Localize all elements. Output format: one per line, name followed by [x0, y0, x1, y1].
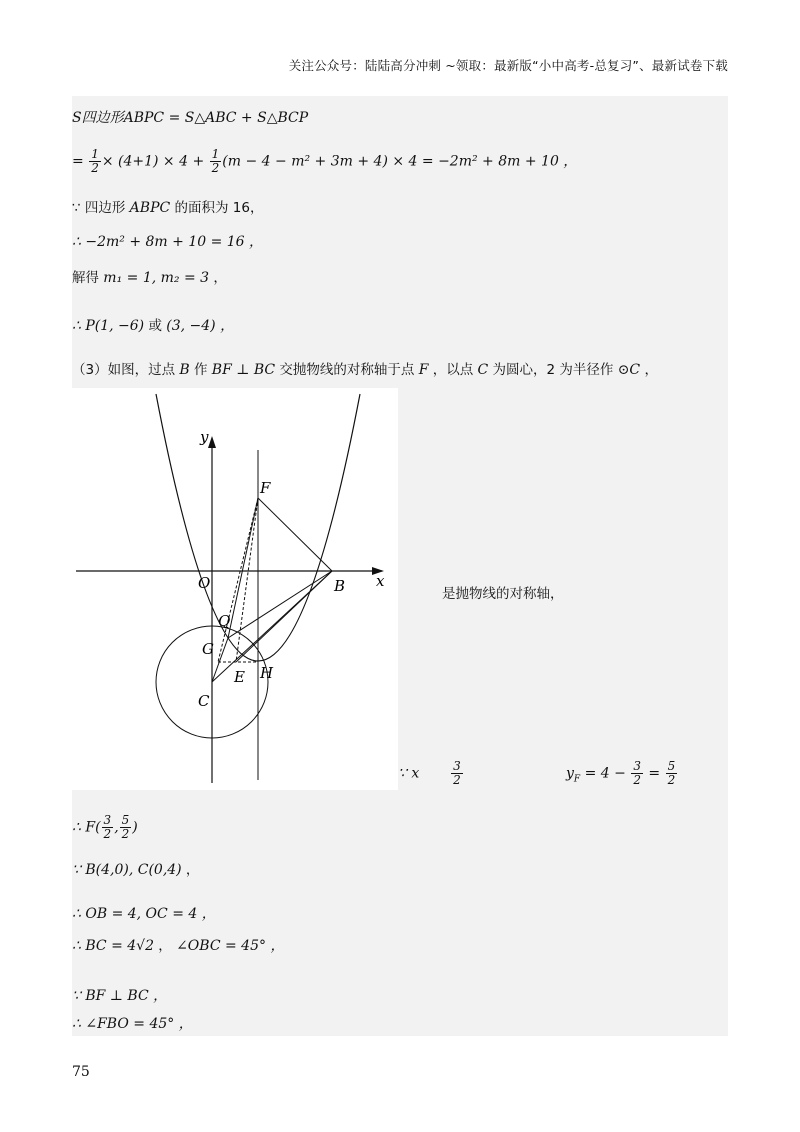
frac-num: 5: [667, 759, 676, 773]
frac-num: 5: [121, 813, 130, 827]
label-c: C: [198, 692, 210, 710]
label-q: Q: [218, 612, 231, 630]
text: ，: [153, 938, 177, 954]
text: 解得: [72, 270, 104, 286]
text: 交抛物线的对称轴于点: [275, 362, 419, 378]
label-f: F: [260, 479, 271, 497]
since-x: ∵ x: [398, 765, 420, 782]
fraction-three-halves-2: [631, 760, 643, 787]
page-number: 75: [72, 1064, 90, 1080]
segment-qc: [212, 638, 228, 682]
expr-part: =: [643, 765, 665, 782]
frac-den: 2: [103, 827, 112, 841]
text: （3）如图，过点: [72, 362, 180, 378]
fraction-five-halves: [666, 760, 678, 787]
label-g: G: [202, 640, 214, 658]
eq-sign: =: [72, 153, 89, 170]
frac-num: 3: [453, 759, 461, 773]
angle-fbo: ∴ ∠FBO = 45° ，: [72, 1016, 193, 1032]
label-e: E: [234, 668, 245, 686]
label-h: H: [260, 664, 274, 682]
math: BF ⊥ BC: [211, 362, 276, 378]
frac-den: 2: [667, 773, 676, 787]
label-y: y: [200, 428, 209, 446]
roots: m₁ = 1, m₂ = 3: [103, 270, 210, 286]
segment-fq: [228, 498, 258, 638]
axis-note: 是抛物线的对称轴，: [442, 586, 564, 602]
frac-den: 2: [633, 773, 641, 787]
text: 的面积为 16，: [170, 200, 264, 216]
math: F: [418, 362, 429, 378]
y-var: y: [566, 765, 574, 782]
segment-fb: [258, 498, 332, 571]
frac-num: 3: [633, 759, 641, 773]
text: 为圆心，2 为半径作: [488, 362, 618, 378]
expr-part: × (4+1) × 4 +: [101, 153, 209, 170]
point-p: [72, 316, 234, 336]
since: ∵: [72, 862, 86, 878]
fraction-three-halves: [451, 760, 463, 787]
y-axis-arrow: [208, 436, 216, 448]
quad-name: ABPC: [129, 200, 171, 216]
expr-part: ∴ F(: [72, 819, 101, 836]
text: 或: [144, 318, 167, 334]
math: B: [179, 362, 190, 378]
fraction-half-2: [210, 148, 222, 175]
text: ，: [181, 862, 200, 878]
lengths: ∴ OB = 4, OC = 4 ，: [72, 906, 216, 922]
coords: B(4,0), C(0,4): [85, 862, 182, 878]
frac-num: 1: [211, 147, 220, 161]
point-1: ∴ P(1, −6): [72, 318, 145, 334]
area-condition: [72, 198, 263, 218]
expr-part: (m − 4 − m² + 3m + 4) × 4 = −2m² + 8m + 10 ，: [222, 153, 578, 170]
frac-den: 2: [121, 827, 130, 841]
part-3-intro: [72, 360, 658, 380]
segment-be: [236, 571, 332, 662]
text: 作: [189, 362, 212, 378]
frac-num: 1: [91, 147, 99, 161]
point-f: [72, 814, 138, 841]
segment-fg: [218, 498, 258, 662]
point-2: (3, −4) ，: [166, 318, 235, 334]
text: ，: [640, 362, 658, 378]
frac-den: 2: [91, 161, 99, 175]
label-o: O: [198, 574, 211, 592]
page-header: 关注公众号：陆陆高分冲刺 ~领取：最新版“小中高考-总复习”、最新试卷下载: [288, 58, 728, 73]
expr-part: = 4 −: [580, 765, 631, 782]
math: C: [477, 362, 489, 378]
label-x: x: [376, 572, 385, 590]
paren: ): [132, 819, 138, 836]
figure-svg: [72, 388, 398, 790]
bc-length: ∴ BC = 4√2: [72, 938, 154, 954]
comma: ,: [114, 819, 119, 836]
text: ，以点: [428, 362, 478, 378]
text: ∵ 四边形: [72, 200, 130, 216]
fraction-half: [89, 148, 101, 175]
points-bc: [72, 860, 199, 880]
geometry-figure: [72, 388, 398, 790]
text: ，: [209, 270, 227, 286]
subscript-f: F: [573, 774, 581, 785]
perpendicular: ∵ BF ⊥ BC ，: [72, 988, 168, 1004]
segment-fe: [236, 498, 258, 662]
area-expansion: [72, 148, 577, 175]
angle-obc: ∠OBC = 45° ，: [176, 938, 285, 954]
y-f-value: [566, 760, 678, 789]
solution-roots: [72, 268, 227, 288]
x-value: [398, 760, 464, 787]
frac-den: 2: [211, 161, 220, 175]
frac-num: 3: [103, 813, 112, 827]
equation: ∴ −2m² + 8m + 10 = 16 ，: [72, 234, 264, 250]
bc-length-angle: [72, 936, 284, 956]
solution-content: [72, 96, 728, 1036]
math: ⊙C: [617, 362, 641, 378]
area-formula: S四边形ABPC = S△ABC + S△BCP: [72, 110, 309, 126]
fraction-fy: [120, 814, 132, 841]
fraction-fx: [102, 814, 114, 841]
label-b: B: [334, 577, 346, 595]
frac-den: 2: [453, 773, 461, 787]
